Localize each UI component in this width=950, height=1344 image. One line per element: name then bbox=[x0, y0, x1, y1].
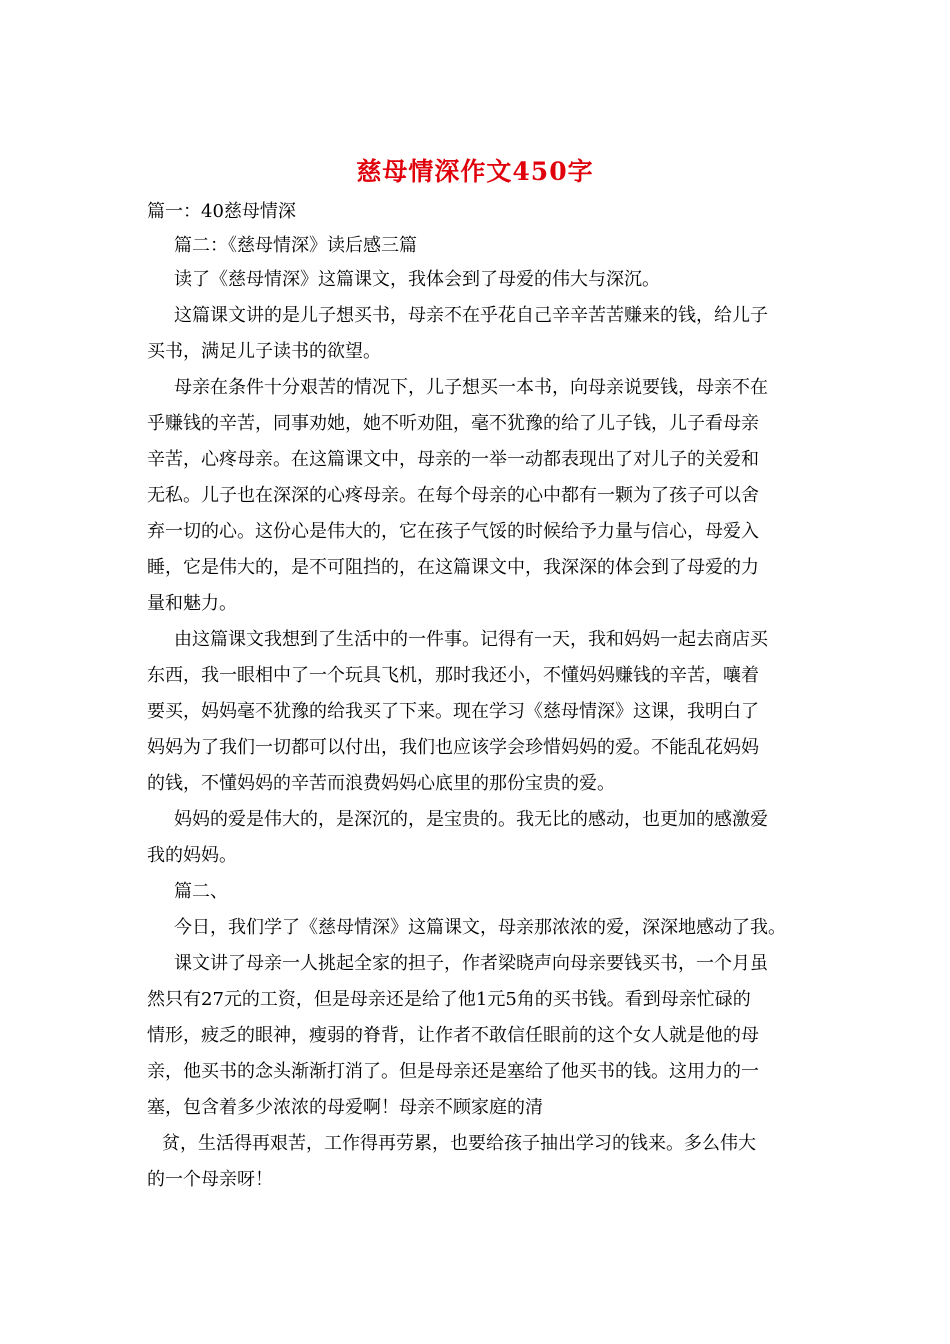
text-line: 买书，满足儿子读书的欲望。 bbox=[147, 341, 381, 362]
text-line: 篇二：《慈母情深》读后感三篇 bbox=[174, 235, 417, 256]
text-line: 篇一：40慈母情深 bbox=[147, 201, 296, 222]
text-line: 情形，疲乏的眼神，瘦弱的脊背，让作者不敢信任眼前的这个女人就是他的母 bbox=[147, 1025, 759, 1046]
text-line: 然只有27元的工资，但是母亲还是给了他1元5角的买书钱。看到母亲忙碌的 bbox=[147, 989, 751, 1010]
text-line: 我的妈妈。 bbox=[147, 845, 237, 866]
text-line: 今日，我们学了《慈母情深》这篇课文，母亲那浓浓的爱，深深地感动了我。 bbox=[174, 917, 786, 938]
text-line: 这篇课文讲的是儿子想买书，母亲不在乎花自己辛辛苦苦赚来的钱，给儿子 bbox=[174, 305, 768, 326]
text-line: 课文讲了母亲一人挑起全家的担子，作者梁晓声向母亲要钱买书，一个月虽 bbox=[174, 953, 768, 974]
text-line: 妈妈的爱是伟大的，是深沉的，是宝贵的。我无比的感动，也更加的感激爱 bbox=[174, 809, 768, 830]
text-line: 母亲在条件十分艰苦的情况下，儿子想买一本书，向母亲说要钱，母亲不在 bbox=[174, 377, 768, 398]
text-line: 贫，生活得再艰苦，工作得再劳累，也要给孩子抽出学习的钱来。多么伟大 bbox=[162, 1133, 756, 1154]
text-line: 读了《慈母情深》这篇课文，我体会到了母爱的伟大与深沉。 bbox=[174, 269, 660, 290]
text-line: 要买，妈妈毫不犹豫的给我买了下来。现在学习《慈母情深》这课，我明白了 bbox=[147, 701, 759, 722]
text-line: 无私。儿子也在深深的心疼母亲。在每个母亲的心中都有一颗为了孩子可以舍 bbox=[147, 485, 759, 506]
text-line: 由这篇课文我想到了生活中的一件事。记得有一天，我和妈妈一起去商店买 bbox=[174, 629, 768, 650]
text-line: 乎赚钱的辛苦，同事劝她，她不听劝阻，毫不犹豫的给了儿子钱，儿子看母亲 bbox=[147, 413, 759, 434]
text-line: 的钱，不懂妈妈的辛苦而浪费妈妈心底里的那份宝贵的爱。 bbox=[147, 773, 615, 794]
text-line: 辛苦，心疼母亲。在这篇课文中，母亲的一举一动都表现出了对儿子的关爱和 bbox=[147, 449, 759, 470]
text-line: 的一个母亲呀！ bbox=[147, 1169, 273, 1190]
text-line: 塞，包含着多少浓浓的母爱啊！母亲不顾家庭的清 bbox=[147, 1097, 543, 1118]
text-line: 量和魅力。 bbox=[147, 593, 237, 614]
text-line: 东西，我一眼相中了一个玩具飞机，那时我还小，不懂妈妈赚钱的辛苦，嚷着 bbox=[147, 665, 759, 686]
text-line: 妈妈为了我们一切都可以付出，我们也应该学会珍惜妈妈的爱。不能乱花妈妈 bbox=[147, 737, 759, 758]
text-line: 亲，他买书的念头渐渐打消了。但是母亲还是塞给了他买书的钱。这用力的一 bbox=[147, 1061, 759, 1082]
text-line: 睡，它是伟大的，是不可阻挡的，在这篇课文中，我深深的体会到了母爱的力 bbox=[147, 557, 759, 578]
text-line: 弃一切的心。这份心是伟大的，它在孩子气馁的时候给予力量与信心，母爱入 bbox=[147, 521, 759, 542]
text-line: 篇二、 bbox=[174, 881, 228, 902]
document-title: 慈母情深作文450字 bbox=[356, 157, 594, 186]
